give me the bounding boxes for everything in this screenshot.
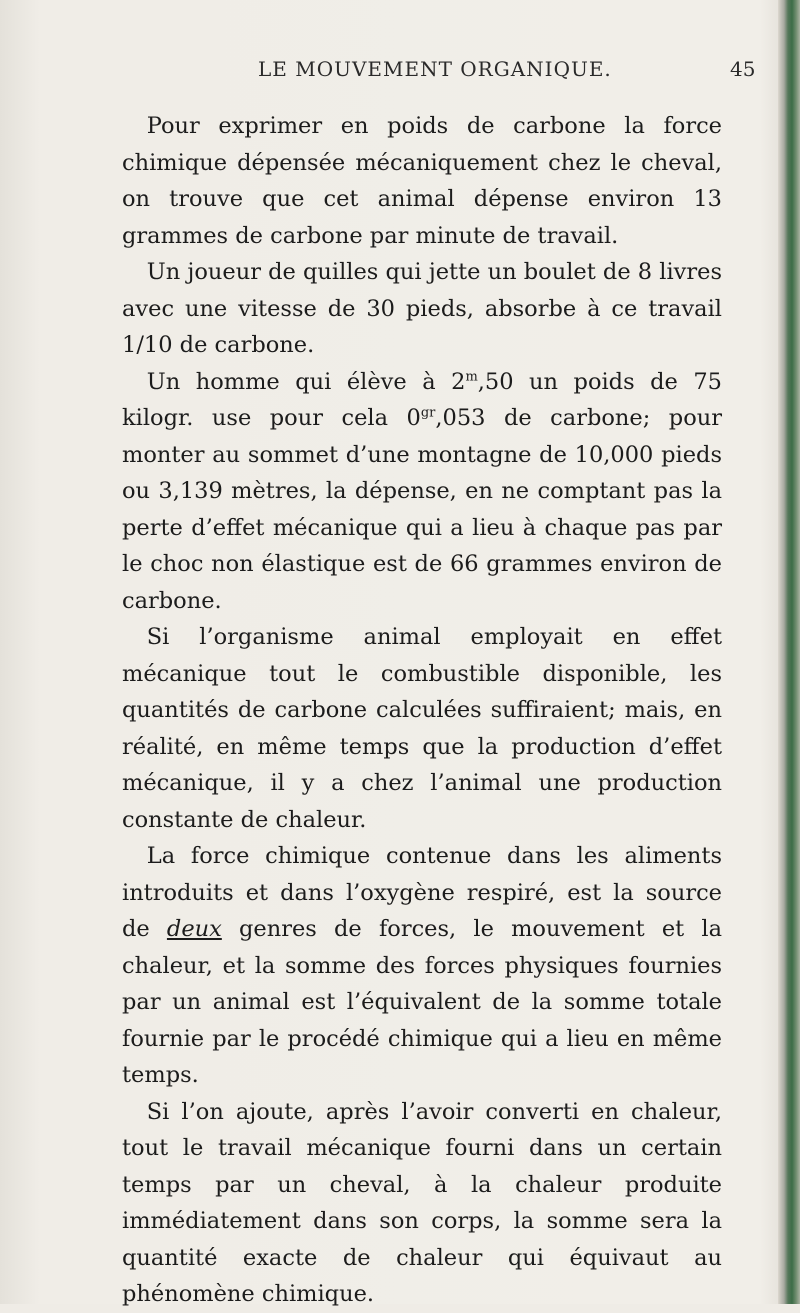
paragraph-4-text: Si l’organisme animal employait en effet mécanique tout le combustible disponible, les quantités de carbone calculées suffiraient; mais, en réalité, en même temps que la production d’effet mécanique, il y a chez l’animal une production constante de chaleur. — [122, 624, 722, 833]
paragraph-2-text: Un joueur de quilles qui jette un boulet de 8 livres avec une vitesse de 30 pieds, absorbe à ce travail 1/10 de carbone. — [122, 259, 722, 358]
book-binding-edge — [778, 0, 800, 1304]
running-title: LE MOUVEMENT ORGANIQUE. — [258, 57, 612, 81]
paragraph-1-text: Pour exprimer en poids de carbone la force chimique dépensée mécaniquement chez le cheval, on trouve que cet animal dépense environ 13 grammes de carbone par minute de travail. — [122, 113, 722, 249]
emphasized-word: deux — [166, 916, 222, 942]
unit-gram-superscript: gr — [420, 405, 436, 421]
paragraph-6-text: Si l’on ajoute, après l’avoir converti en chaleur, tout le travail mécanique fourni dans un certain temps par un cheval, à la chaleur produite immédiatement dans son corps, la somme sera la quantité exacte de chaleur qui équivaut au phénomène chimique. — [122, 1098, 722, 1307]
paragraph-5-text-b: genres de forces, le mouvement et la chaleur, et la somme des forces physiques fournies par un animal est l’équivalent de la somme totale fournie par le procédé chimique qui a lieu en même temps. — [122, 916, 723, 1088]
body-text — [122, 108, 722, 1313]
paragraph-4 — [122, 619, 722, 838]
paragraph-5 — [122, 838, 722, 1094]
paragraph-3-text-b: ,50 un poids de 75 kilogr. use pour cela 0 — [122, 368, 722, 431]
page-number: 45 — [730, 57, 756, 81]
paragraph-6 — [122, 1094, 722, 1313]
paragraph-3-text-a: Un homme qui élève à 2 — [146, 368, 466, 395]
paragraph-2 — [122, 254, 722, 364]
paragraph-3-text-c: ,053 de carbone; pour monter au sommet d’une montagne de 10,000 pieds ou 3,139 mètres, la dépense, en ne comptant pas la perte d’effet mécanique qui a lieu à chaque pas par le choc non élastique est de 66 grammes environ de carbone. — [122, 405, 722, 614]
paragraph-5-text-a: La force chimique contenue dans les aliments introduits et dans l’oxygène respiré, est la source de — [122, 843, 722, 942]
paragraph-3 — [122, 364, 722, 620]
unit-metre-superscript: m — [465, 369, 478, 384]
page-header — [0, 57, 800, 87]
paragraph-1 — [122, 108, 722, 254]
